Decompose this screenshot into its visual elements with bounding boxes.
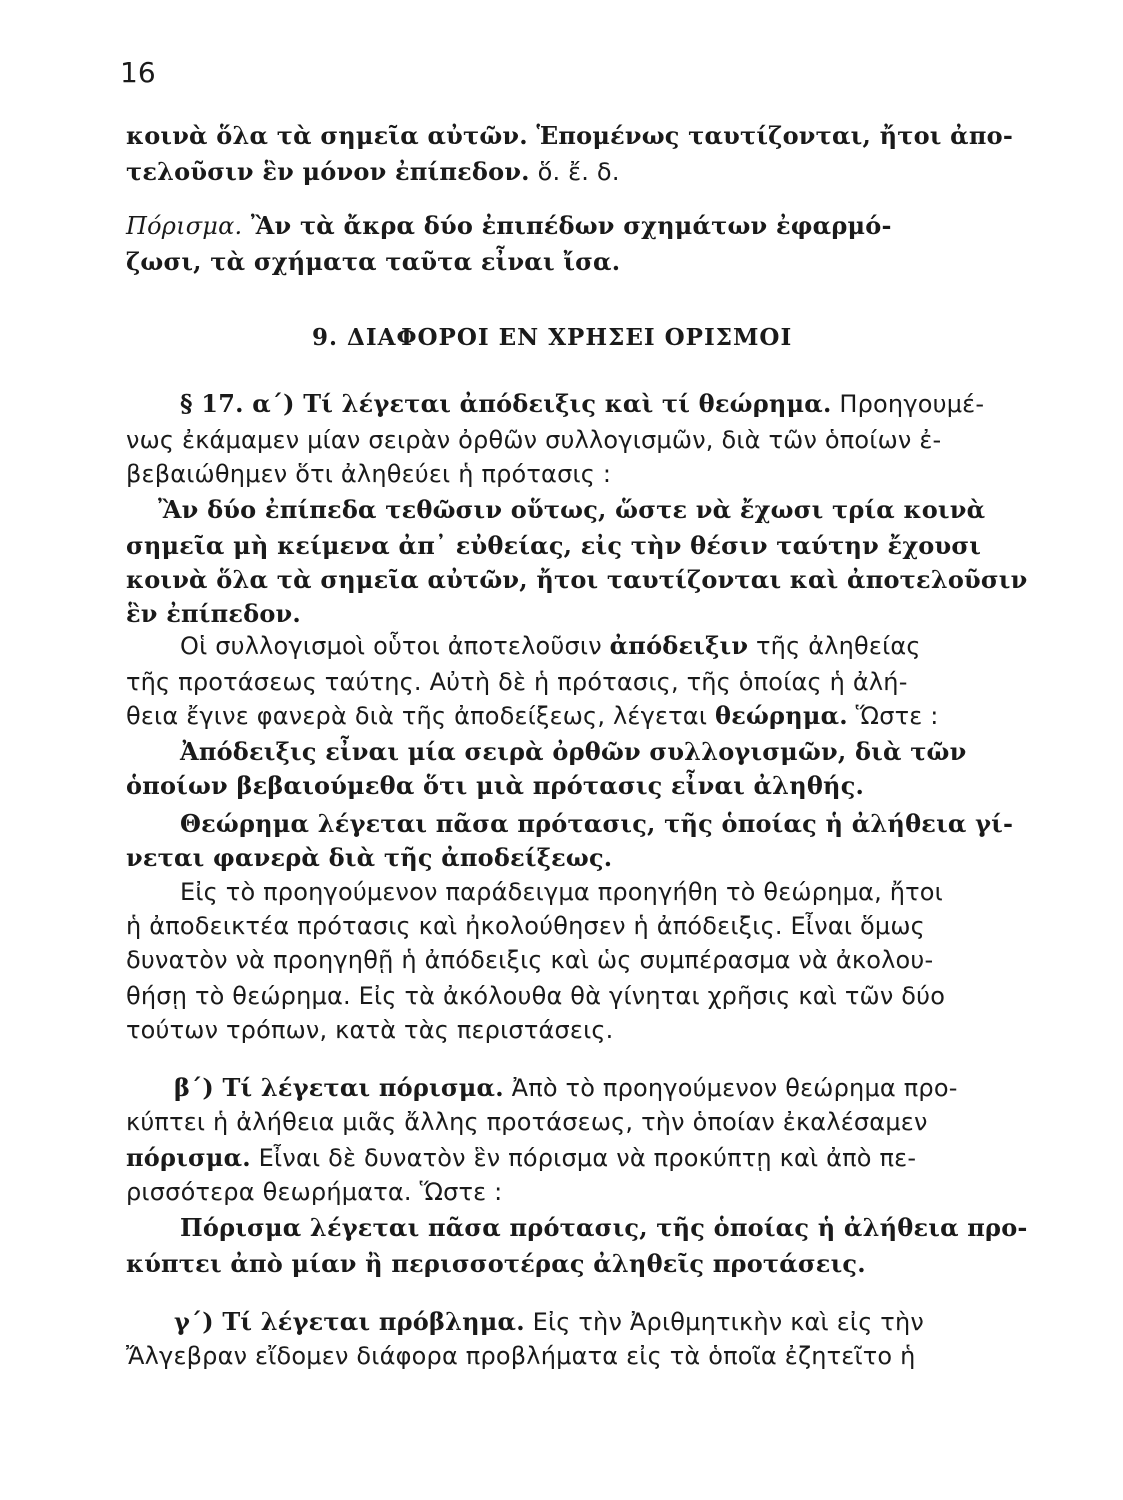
corollary-label: Πόρισμα.	[126, 212, 243, 240]
text-span: Ἀπὸ τὸ προηγούμενον θεώρημα προ-	[503, 1074, 958, 1102]
text-line: Πόρισμα λέγεται πᾶσα πρότασις, τῆς ὁποίας ἡ ἀλήθεια προ-	[180, 1213, 1028, 1242]
text-line	[174, 1073, 958, 1102]
text-line	[174, 1307, 924, 1336]
text-line: Ἀπόδειξις εἶναι μία σειρὰ ὀρθῶν συλλογισμῶν, διὰ τῶν	[180, 737, 967, 766]
text-line: κύπτει ἡ ἀλήθεια μιᾶς ἄλλης προτάσεως, τὴν ὁποίαν ἐκαλέσαμεν	[126, 1108, 928, 1136]
text-line: τούτων τρόπων, κατὰ τὰς περιστάσεις.	[126, 1016, 614, 1044]
text-line	[180, 389, 985, 418]
text-line: βεβαιώθημεν ὅτι ἀληθεύει ἡ πρότασις :	[126, 460, 612, 488]
text-line: ἓν ἐπίπεδον.	[126, 599, 301, 628]
text-line: κύπτει ἀπὸ μίαν ἢ περισσοτέρας ἀληθεῖς προτάσεις.	[126, 1249, 866, 1278]
text-line	[126, 157, 620, 186]
text-span: τῆς ἀληθείας	[748, 632, 921, 660]
text-span: Οἱ συλλογισμοὶ οὗτοι ἀποτελοῦσιν	[180, 632, 610, 660]
text-span: Προηγουμέ-	[831, 390, 985, 418]
text-span: τελοῦσιν ἓν μόνον ἐπίπεδον.	[126, 157, 530, 186]
text-line: τῆς προτάσεως ταύτης. Αὐτὴ δὲ ἡ πρότασις, τῆς ὁποίας ἡ ἀλή-	[126, 668, 908, 696]
text-line: Εἰς τὸ προηγούμενον παράδειγμα προηγήθη τὸ θεώρημα, ἤτοι	[180, 878, 943, 906]
text-line: ζωσι, τὰ σχήματα ταῦτα εἶναι ἴσα.	[126, 247, 621, 276]
text-span: ἀπόδειξιν	[609, 631, 749, 660]
text-line: κοινὰ ὅλα τὰ σημεῖα αὐτῶν, ἤτοι ταυτίζονται καὶ ἀποτελοῦσιν	[126, 565, 1028, 594]
text-line: ρισσότερα θεωρήματα. Ὥστε :	[126, 1178, 503, 1206]
text-line	[180, 631, 921, 660]
text-span: Εἰς τὴν Ἀριθμητικὴν καὶ εἰς τὴν	[524, 1308, 924, 1336]
text-line: ἡ ἀποδεικτέα πρότασις καὶ ἠκολούθησεν ἡ ἀπόδειξις. Εἶναι ὅμως	[126, 912, 925, 940]
text-line: ὁποίων βεβαιούμεθα ὅτι μιὰ πρότασις εἶναι ἀληθής.	[126, 771, 865, 800]
text-span: Ἂν τὰ ἄκρα δύο ἐπιπέδων σχημάτων ἐφαρμό-	[242, 211, 892, 240]
text-span: Εἶναι δὲ δυνατὸν ἓν πόρισμα νὰ προκύπτῃ καὶ ἀπὸ πε-	[250, 1144, 917, 1172]
text-span: Ὥστε :	[847, 702, 939, 730]
paragraph-title: § 17. α΄) Τί λέγεται ἀπόδειξις καὶ τί θεώρημα.	[180, 389, 832, 418]
text-line: Θεώρημα λέγεται πᾶσα πρότασις, τῆς ὁποίας ἡ ἀλήθεια γί-	[180, 809, 1014, 838]
text-line: θήσῃ τὸ θεώρημα. Εἰς τὰ ἀκόλουθα θὰ γίνηται χρῆσις καὶ τῶν δύο	[126, 982, 946, 1010]
text-span: πόρισμα.	[126, 1143, 251, 1172]
paragraph-title: β΄) Τί λέγεται πόρισμα.	[174, 1073, 504, 1102]
qed-mark: ὅ. ἔ. δ.	[529, 158, 620, 186]
page-number: 16	[120, 56, 156, 89]
text-span: θεώρημα.	[714, 701, 848, 730]
text-span: θεια ἔγινε φανερὰ διὰ τῆς ἀποδείξεως, λέγεται	[126, 702, 715, 730]
text-line: Ἂν δύο ἐπίπεδα τεθῶσιν οὕτως, ὥστε νὰ ἔχωσι τρία κοινὰ	[158, 495, 986, 524]
text-line: νως ἐκάμαμεν μίαν σειρὰν ὀρθῶν συλλογισμῶν, διὰ τῶν ὁποίων ἐ-	[126, 426, 942, 454]
text-line	[126, 701, 939, 730]
text-line: Ἄλγεβραν εἴδομεν διάφορα προβλήματα εἰς τὰ ὁποῖα ἐζητεῖτο ἡ	[126, 1342, 916, 1370]
text-line: σημεῖα μὴ κείμενα ἀπ᾽ εὐθείας, εἰς τὴν θέσιν ταύτην ἔχουσι	[126, 531, 982, 560]
text-line: κοινὰ ὅλα τὰ σημεῖα αὐτῶν. Ἑπομένως ταυτίζονται, ἤτοι ἀπο-	[126, 121, 1013, 150]
paragraph-title: γ΄) Τί λέγεται πρόβλημα.	[174, 1307, 525, 1336]
text-line: νεται φανερὰ διὰ τῆς ἀποδείξεως.	[126, 843, 613, 872]
text-line	[126, 211, 892, 240]
text-line	[126, 1143, 917, 1172]
text-line: δυνατὸν νὰ προηγηθῇ ἡ ἀπόδειξις καὶ ὡς συμπέρασμα νὰ ἀκολου-	[126, 946, 934, 974]
page-body	[126, 0, 1028, 1500]
section-heading: 9. ΔΙΑΦΟΡΟΙ ΕΝ ΧΡΗΣΕΙ ΟΡΙΣΜΟΙ	[312, 324, 793, 351]
